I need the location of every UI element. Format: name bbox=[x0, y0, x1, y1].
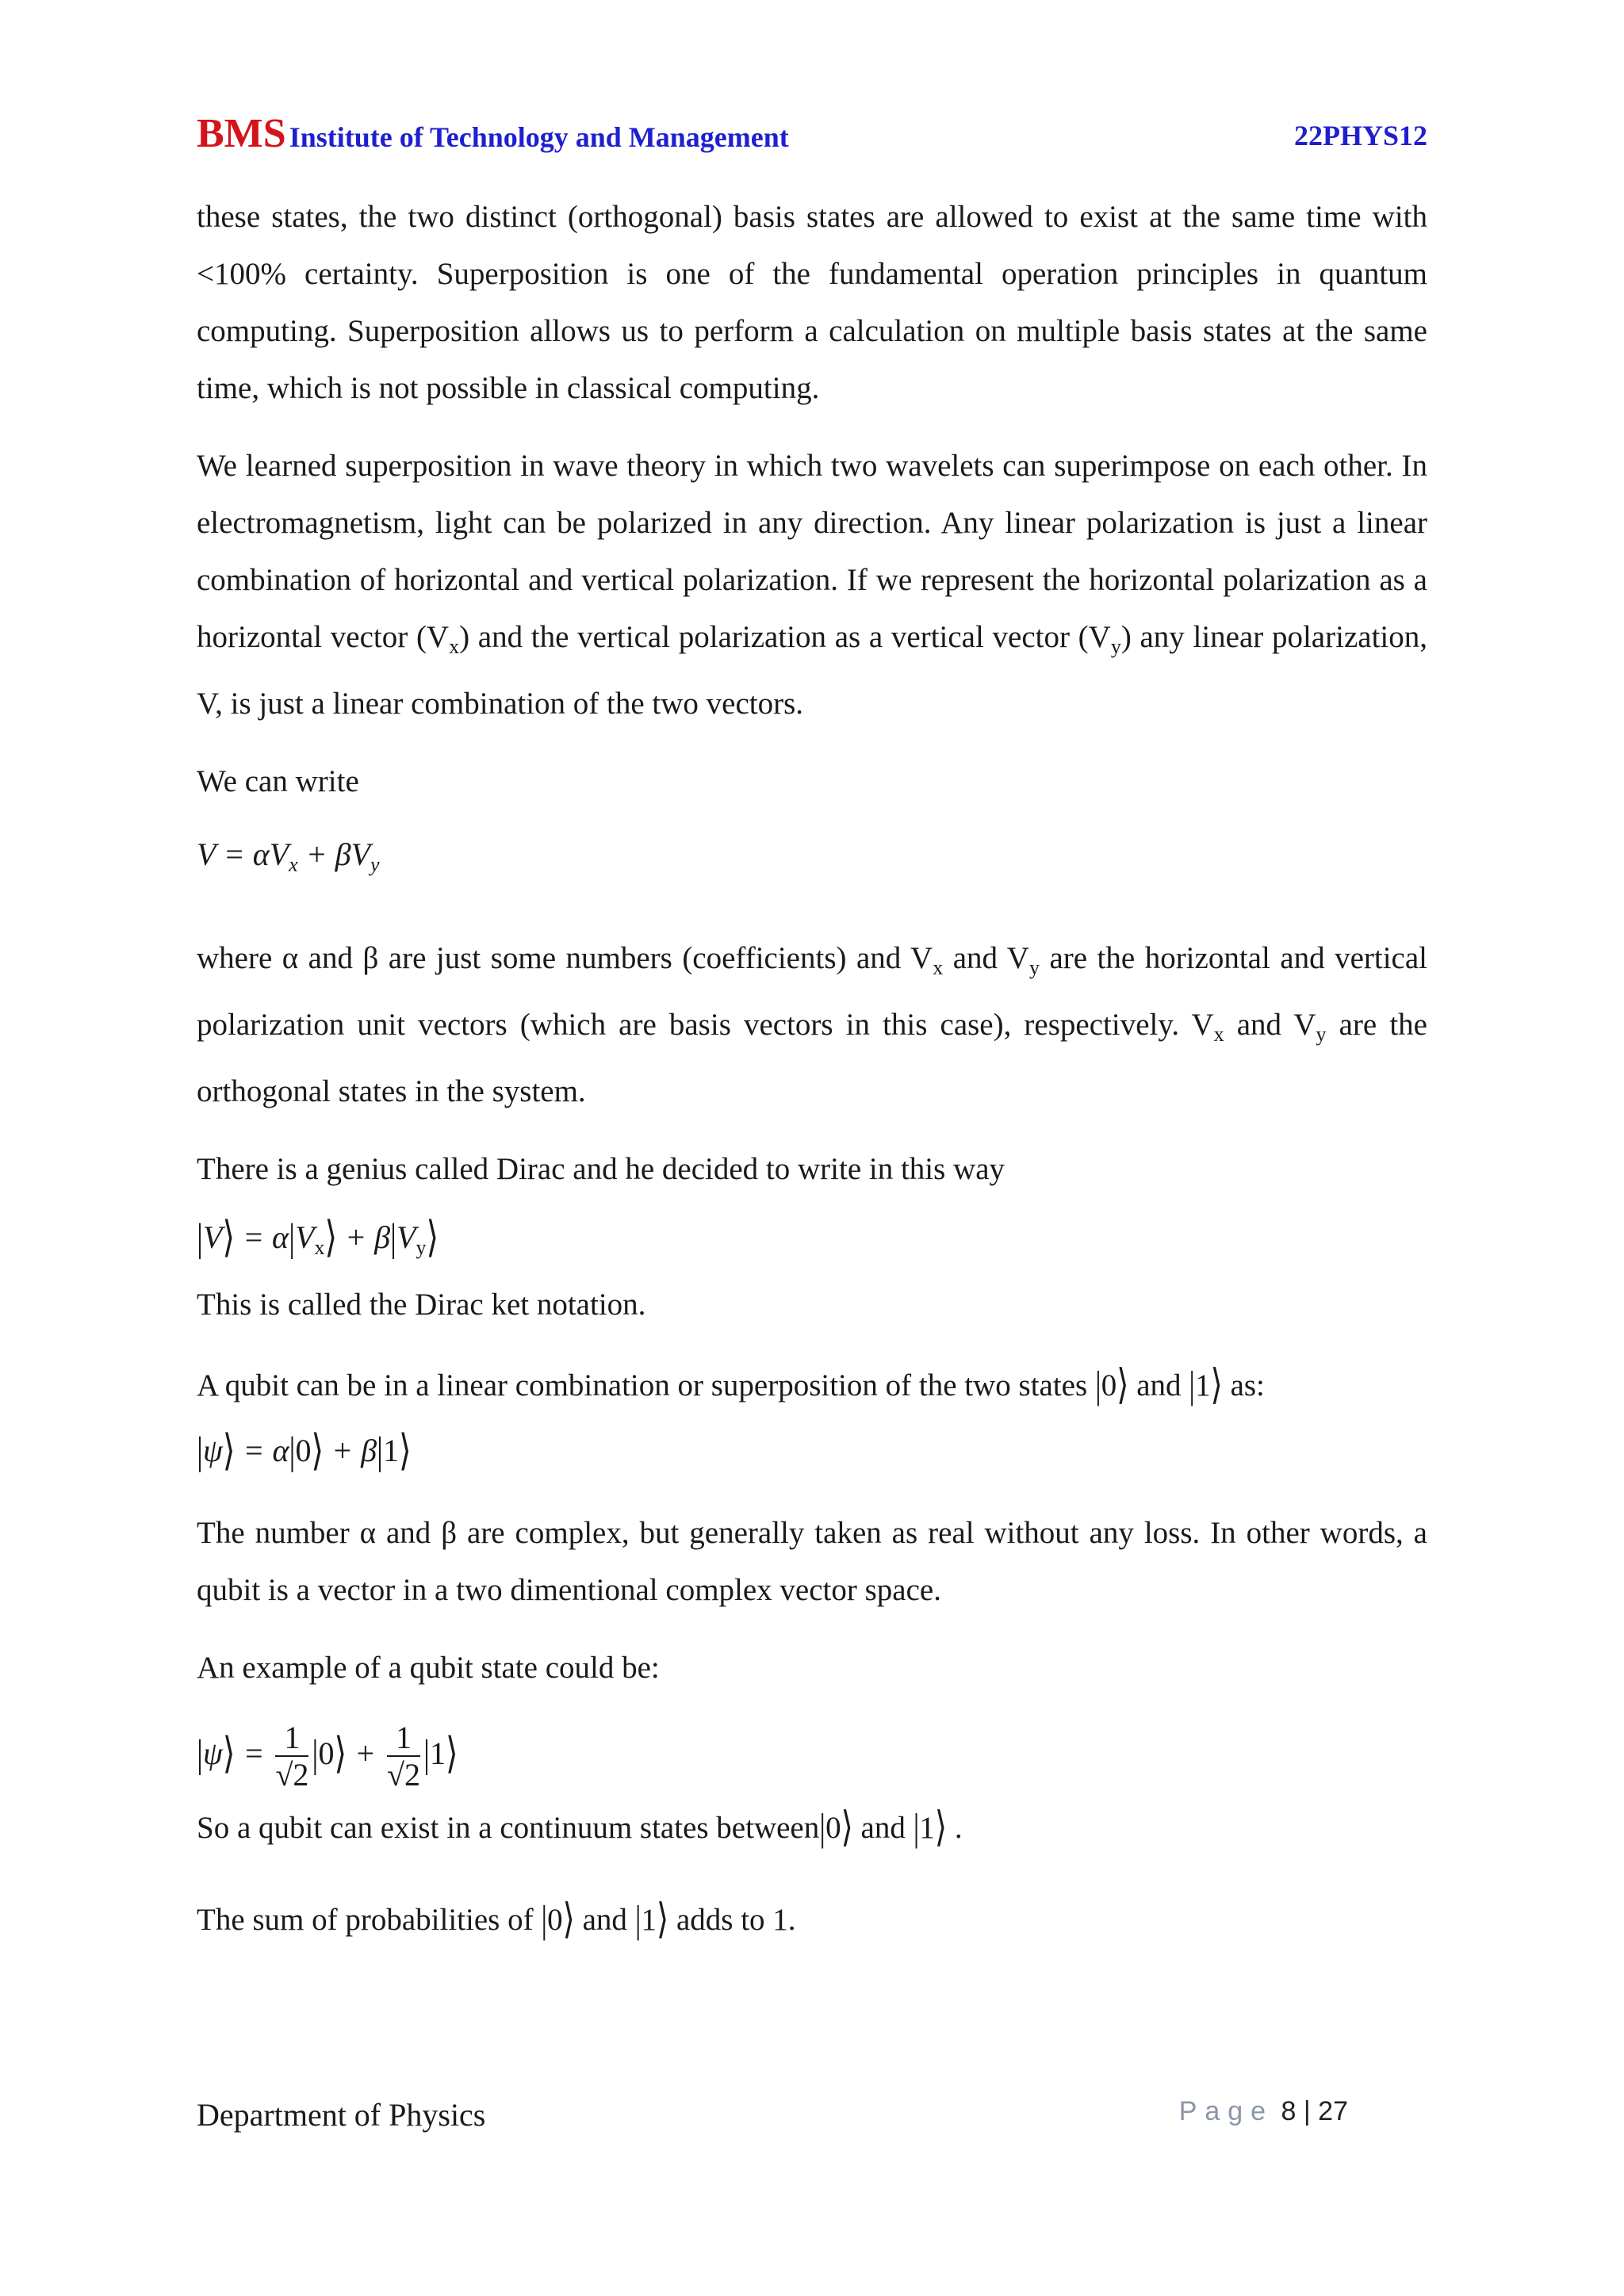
page-footer bbox=[197, 2096, 1427, 2144]
institute-full-name: Institute of Technology and Management bbox=[289, 121, 789, 153]
paragraph: A qubit can be in a linear combination or superposition of the two states |0⟩ and |1⟩ as: bbox=[197, 1362, 1265, 1409]
paragraph: where α and β are just some numbers (coefficients) and $V_x$ and $V_y$ are the horizontal and vertical polarization unit vectors (which are basis vectors in this case), respectively. $V_x$ and $V_y$ are the orthogonal states in the system. bbox=[197, 941, 1428, 1108]
course-code: 22PHYS12 bbox=[1293, 120, 1427, 151]
brand-logo-text: BMS bbox=[197, 111, 286, 156]
department-name: Department of Physics bbox=[197, 2097, 486, 2133]
paragraph: We learned superposition in wave theory in which two wavelets can superimpose on each other. In electromagnetism, light can be polarized in any direction. Any linear polarization is just a linear combination of horizontal and vertical polarization. If we represent the horizontal polarization as a horizontal vector $(V_x)$ and the vertical polarization as a vertical vector $(V_y)$ any linear polarization, V, is just a linear combination of the two vectors. bbox=[197, 449, 1427, 721]
page-label: Page bbox=[1178, 2096, 1274, 2126]
page-header bbox=[197, 101, 1427, 157]
paragraph: The sum of probabilities of |0⟩ and |1⟩ adds to 1. bbox=[197, 1896, 796, 1943]
page-indicator bbox=[1179, 2096, 1348, 2127]
paragraph: An example of a qubit state could be: bbox=[197, 1651, 660, 1685]
institute-name bbox=[197, 110, 789, 157]
page-body bbox=[197, 189, 1427, 1949]
paragraph: This is called the Dirac ket notation. bbox=[197, 1288, 646, 1322]
equation-qubit: |ψ⟩ = α|0⟩ + β|1⟩ bbox=[197, 1425, 412, 1475]
paragraph: So a qubit can exist in a continuum states between|0⟩ and |1⟩ . bbox=[197, 1804, 963, 1851]
equation-qubit-example: |ψ⟩ = $\frac{1}{√2}$ |0⟩ + $\frac{1}{√2}$ |1⟩ bbox=[197, 1719, 458, 1793]
equation-polarization: $V = \alpha V_x + \beta V_y$ bbox=[197, 836, 380, 876]
paragraph: these states, the two distinct (orthogonal) basis states are allowed to exist at the same time with <100% certainty. Superposition is one of the fundamental operation principles in quantum computing. Superposition allows us to perform a calculation on multiple basis states at the same time, which is not possible in classical computing. bbox=[197, 200, 1427, 405]
equation-dirac: |V⟩ = $\alpha|V_x⟩$ + $\beta|V_y⟩$ bbox=[197, 1212, 439, 1261]
paragraph: There is a genius called Dirac and he decided to write in this way bbox=[197, 1152, 1005, 1186]
page-number: 8 | 27 bbox=[1281, 2096, 1348, 2126]
paragraph: The number α and β are complex, but generally taken as real without any loss. In other words, a qubit is a vector in a two dimentional complex vector space. bbox=[197, 1516, 1427, 1607]
paragraph: We can write bbox=[197, 764, 359, 798]
